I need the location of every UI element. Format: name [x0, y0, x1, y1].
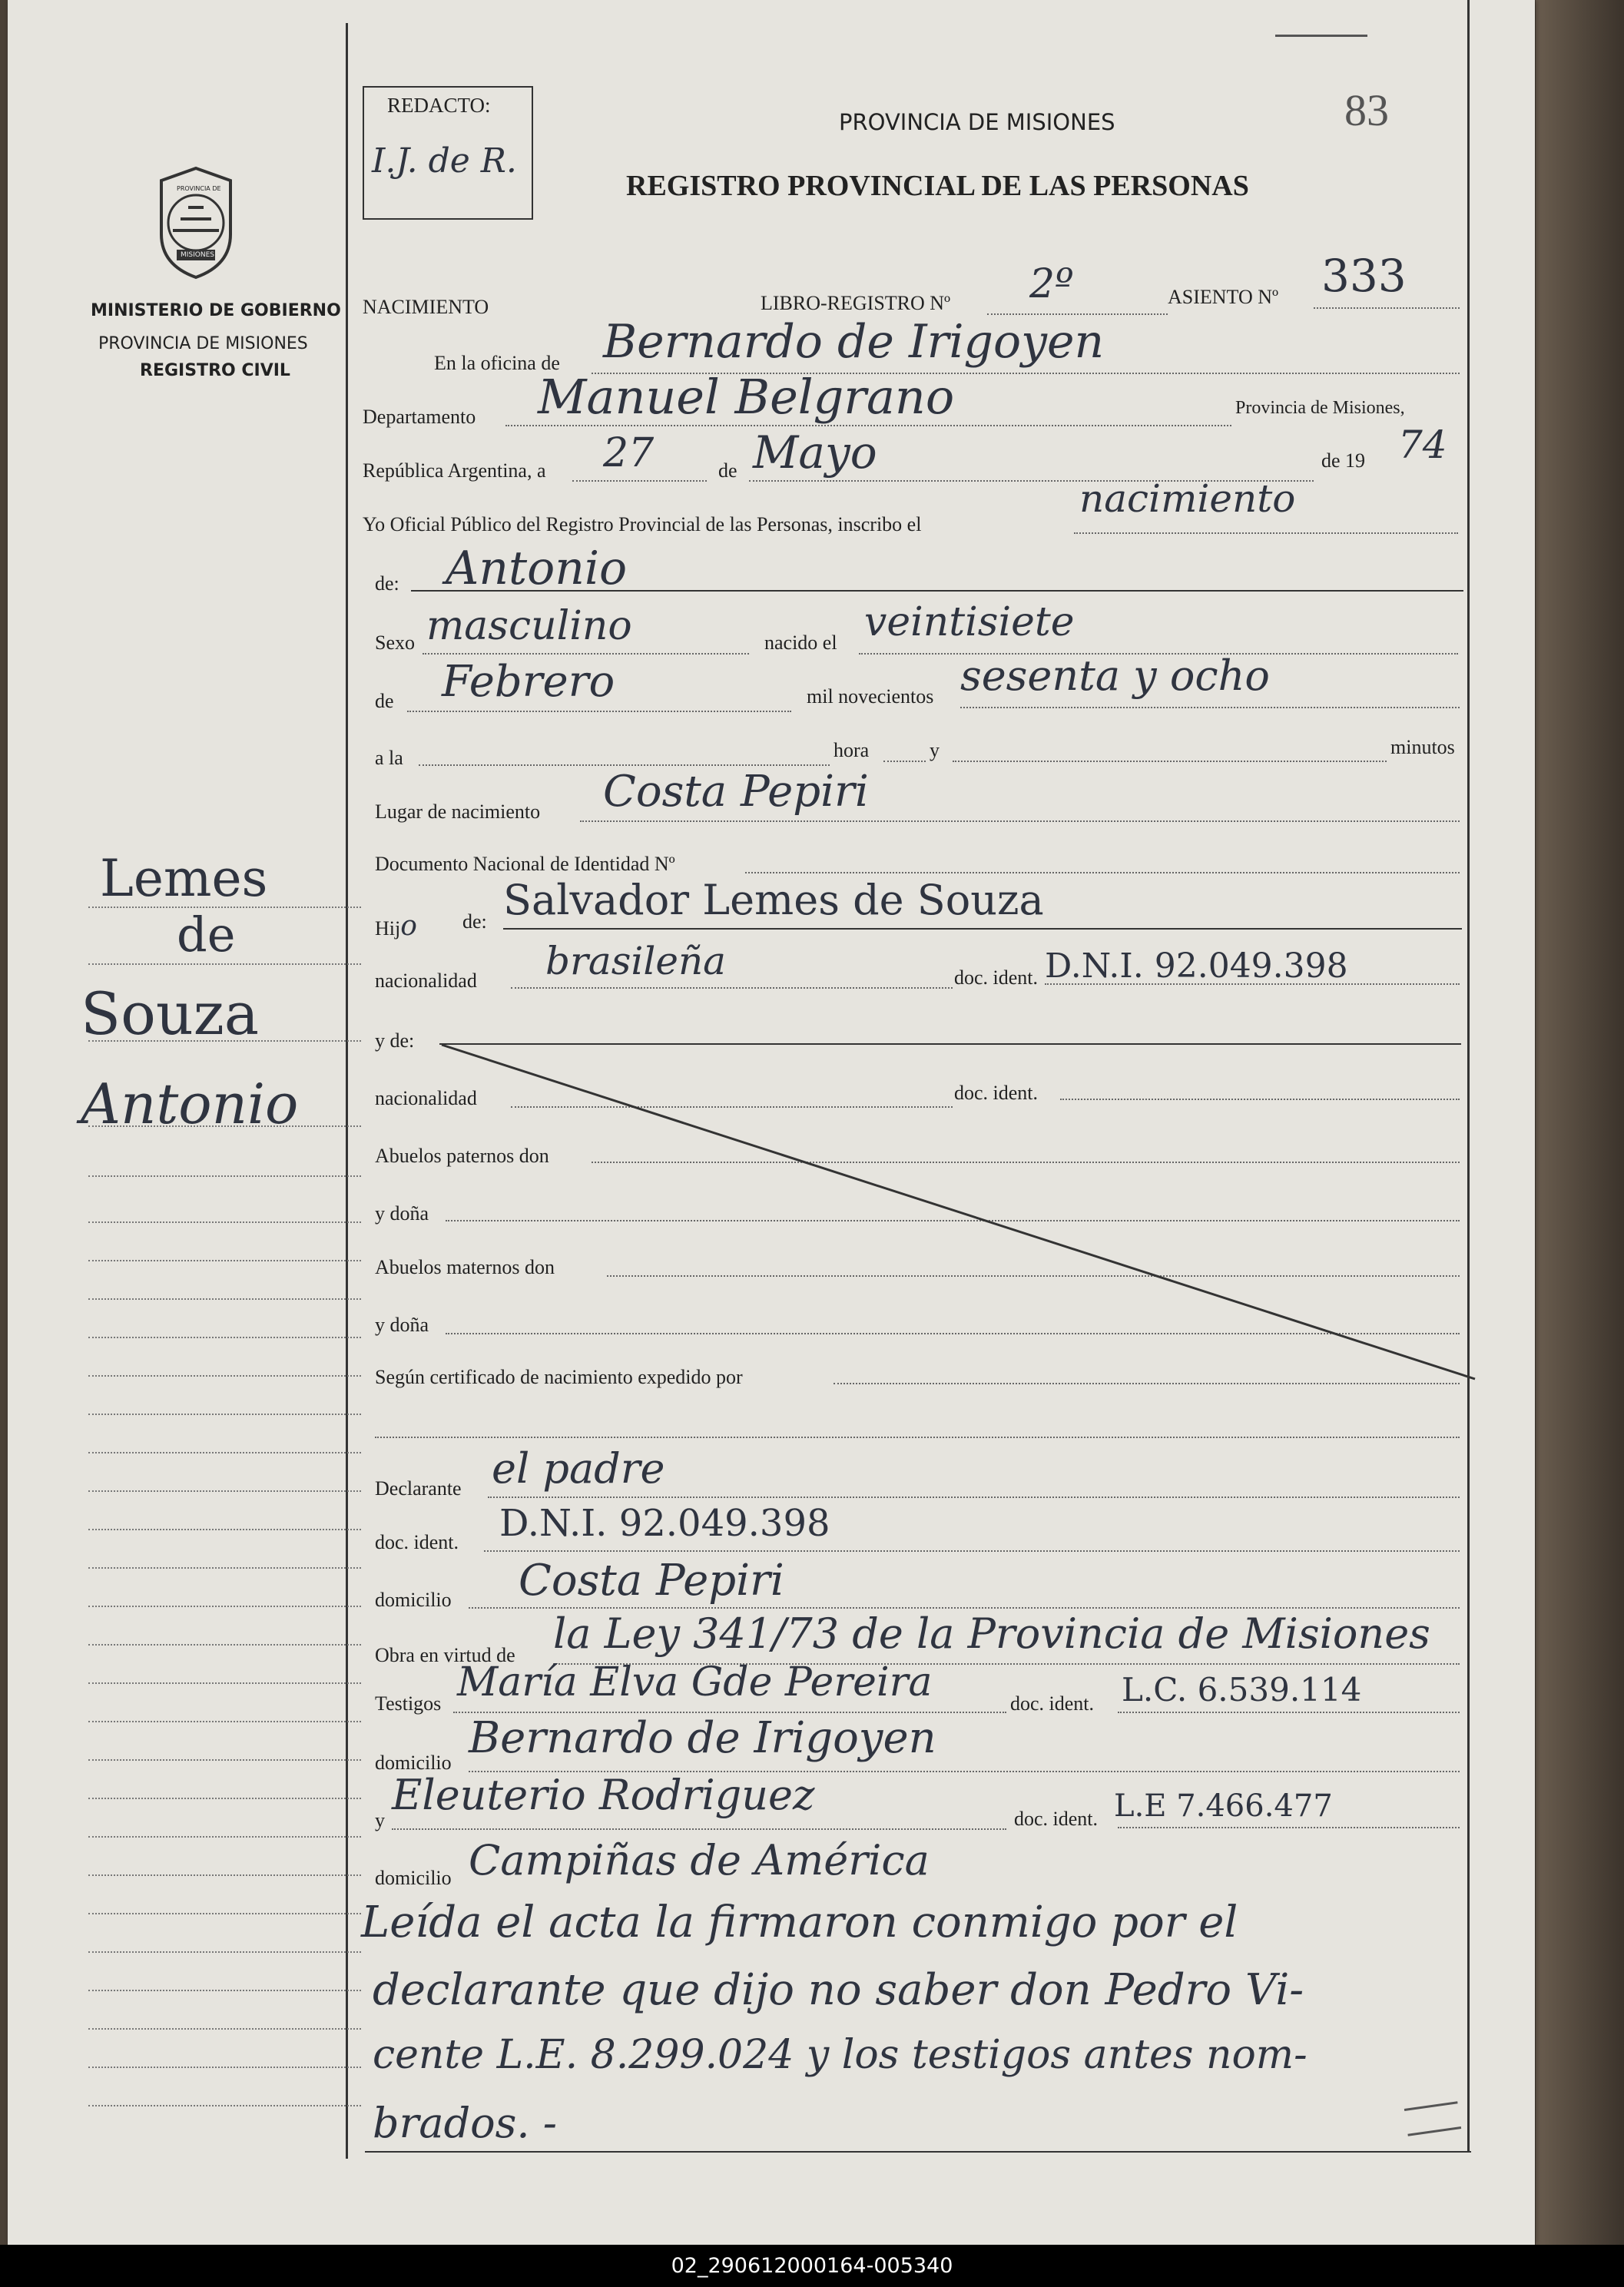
ministry-line-1: MINISTERIO DE GOBIERNO: [91, 301, 341, 320]
testigo2-doc: L.E 7.466.477: [1114, 1788, 1333, 1824]
mil-value: sesenta y ocho: [960, 651, 1270, 700]
padre-value: Salvador Lemes de Souza: [503, 876, 1044, 924]
provincial-seal: [154, 165, 238, 280]
seal-top-text: PROVINCIA DE: [177, 185, 221, 192]
left-column-line: [346, 23, 348, 2159]
registry-heading: REGISTRO PROVINCIAL DE LAS PERSONAS: [626, 170, 1249, 202]
redacto-value: I.J. de R.: [372, 141, 517, 181]
nacionalidad2-label: nacionalidad: [375, 1087, 477, 1109]
crossout-line: [438, 1041, 1483, 1387]
de2-label: de:: [375, 572, 399, 595]
margin-name-line-3: Souza: [81, 979, 260, 1048]
mil-label: mil novecientos: [807, 685, 934, 708]
oficial-label: Yo Oficial Público del Registro Provincial de las Personas, inscribo el: [363, 513, 922, 535]
docident2-label: doc. ident.: [954, 1082, 1039, 1104]
oficina-label: En la oficina de: [434, 352, 560, 374]
abuelos-mat-label: Abuelos maternos don: [375, 1256, 555, 1278]
bottom-form-rule: [365, 2151, 1471, 2153]
ala-label: a la: [375, 747, 403, 769]
de3-label: de: [375, 690, 394, 712]
padre-doc-value: D.N.I. 92.049.398: [1045, 946, 1348, 986]
sexo-value: masculino: [426, 603, 632, 649]
mes-nac-value: Febrero: [442, 657, 615, 707]
segun-label: Según certificado de nacimiento expedido por: [375, 1366, 743, 1388]
file-id-bar: 02_290612000164-005340: [0, 2245, 1624, 2287]
docident3-label: doc. ident.: [375, 1531, 459, 1553]
testigo2-value: Eleuterio Rodriguez: [392, 1771, 815, 1819]
margin-name-line-2: de: [177, 907, 236, 963]
page-edge-shadow: [1536, 0, 1624, 2287]
redacto-box: [363, 86, 533, 220]
domicilio3-label: domicilio: [375, 1867, 452, 1889]
hijo-label-suffix: o: [400, 910, 417, 942]
departamento-label: Departamento: [363, 406, 476, 428]
nota-line-3: cente L.E. 8.299.024 y los testigos antes nom-: [373, 2032, 1307, 2078]
libro-value: 2º: [1029, 261, 1074, 307]
de-label: de: [718, 459, 737, 482]
docident5-label: doc. ident.: [1014, 1808, 1099, 1830]
margin-name-line-4: Antonio: [81, 1072, 299, 1136]
hijo-label-prefix: Hij: [375, 917, 401, 940]
declarante-label: Declarante: [375, 1477, 462, 1500]
hijo-de-label: de:: [462, 910, 487, 933]
mes-value: Mayo: [753, 426, 877, 479]
nombre-value: Antonio: [446, 542, 628, 595]
nacionalidad-value: brasileña: [545, 939, 726, 983]
page-number: 83: [1344, 85, 1389, 135]
anio-value: 74: [1398, 423, 1447, 467]
declarante-doc-value: D.N.I. 92.049.398: [499, 1502, 830, 1545]
obra-value: la Ley 341/73 de la Provincia de Misiones: [553, 1609, 1430, 1658]
domicilio2-label: domicilio: [375, 1752, 452, 1774]
nacido-value: veintisiete: [864, 599, 1075, 645]
obra-label: Obra en virtud de: [375, 1644, 515, 1666]
lugar-value: Costa Pepiri: [603, 767, 869, 817]
lugar-label: Lugar de nacimiento: [375, 800, 541, 823]
ministry-line-2: PROVINCIA DE MISIONES: [98, 334, 308, 353]
testigo2-dom: Campiñas de América: [469, 1836, 930, 1884]
abuelos-pat-label: Abuelos paternos don: [375, 1145, 549, 1167]
domicilio-label: domicilio: [375, 1589, 452, 1611]
nota-line-4: brados. -: [373, 2099, 557, 2147]
hijo-label: [375, 910, 417, 942]
ministry-line-3: REGISTRO CIVIL: [140, 361, 290, 380]
nacimiento-label: NACIMIENTO: [363, 296, 489, 318]
province-heading: PROVINCIA DE MISIONES: [839, 109, 1115, 135]
anio-label: de 19: [1321, 449, 1366, 472]
y-label: y: [930, 739, 940, 761]
provincia-label: Provincia de Misiones,: [1235, 398, 1405, 418]
dia-value: 27: [603, 430, 655, 476]
dni-label: Documento Nacional de Identidad Nº: [375, 853, 675, 875]
redacto-label: REDACTO:: [387, 94, 491, 117]
republica-label: República Argentina, a: [363, 459, 546, 482]
oficina-value: Bernardo de Irigoyen: [603, 315, 1105, 369]
page-number-marks: [1275, 35, 1367, 37]
seal-icon: [154, 165, 238, 280]
libro-label: LIBRO-REGISTRO Nº: [761, 292, 951, 314]
nota-line-1: Leída el acta la firmaron conmigo por el: [361, 1898, 1238, 1947]
sexo-label: Sexo: [375, 631, 415, 654]
testigo1-dom: Bernardo de Irigoyen: [469, 1713, 936, 1763]
asiento-value: 333: [1321, 250, 1407, 302]
inscribo-value: nacimiento: [1079, 476, 1296, 521]
hora-label: hora: [834, 739, 870, 761]
testigo1-doc: L.C. 6.539.114: [1122, 1671, 1362, 1709]
y2-label: y: [375, 1809, 385, 1831]
docident4-label: doc. ident.: [1010, 1692, 1095, 1715]
nacido-label: nacido el: [764, 631, 837, 654]
document-page: [8, 0, 1535, 2245]
declarante-value: el padre: [492, 1444, 665, 1493]
yde-label: y de:: [375, 1029, 415, 1052]
asiento-label: ASIENTO Nº: [1168, 286, 1279, 308]
domicilio-value: Costa Pepiri: [519, 1556, 784, 1606]
nota-strike-marks: [1404, 2101, 1461, 2136]
testigo1-value: María Elva Gde Pereira: [457, 1659, 933, 1705]
ydona-label: y doña: [375, 1202, 429, 1225]
docident-label: doc. ident.: [954, 966, 1039, 989]
testigos-label: Testigos: [375, 1692, 442, 1715]
departamento-value: Manuel Belgrano: [538, 369, 955, 425]
margin-name-line-1: Lemes: [100, 849, 268, 908]
nota-line-2: declarante que dijo no saber don Pedro Vi-: [373, 1965, 1304, 2015]
seal-bottom-text: MISIONES: [181, 251, 215, 259]
nacionalidad-label: nacionalidad: [375, 969, 477, 992]
ydona2-label: y doña: [375, 1314, 429, 1336]
minutos-label: minutos: [1390, 736, 1455, 758]
